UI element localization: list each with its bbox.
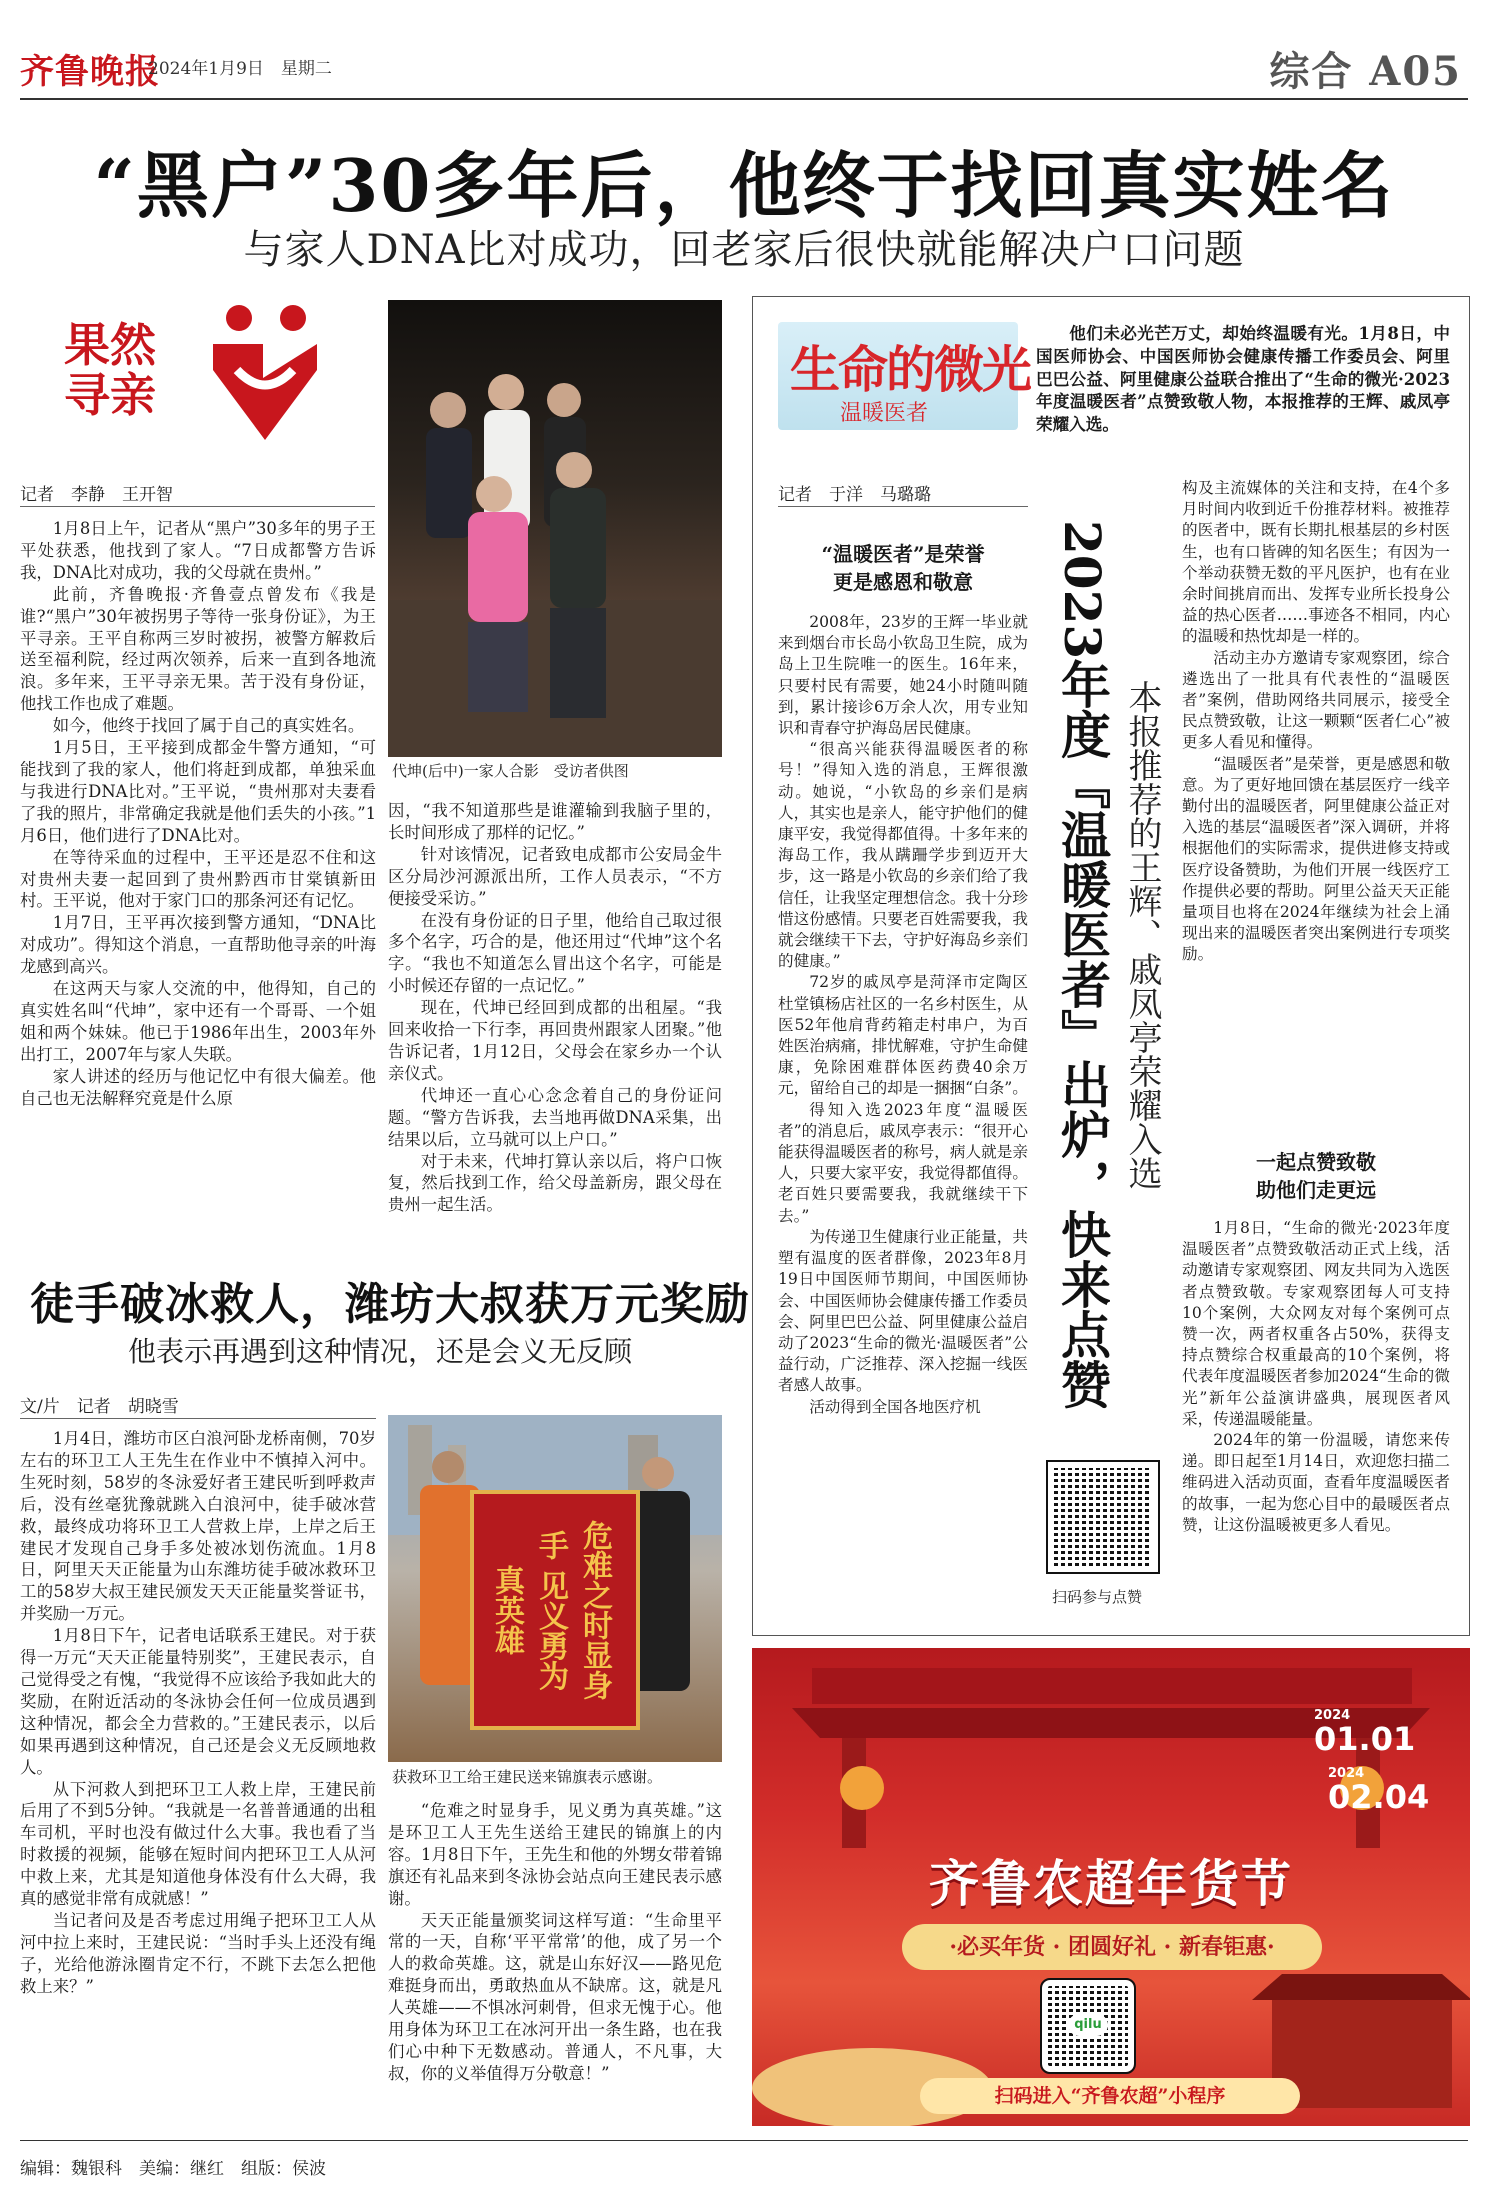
article-1-col-1: 1月8日上午，记者从“黑户”30多年的男子王平处获悉，他找到了家人。“7日成都警方告诉我，DNA比对成功，我的父母就在贵州。” 此前，齐鲁晚报·齐鲁壹点曾发布《我是谁?“黑户”30年被拐男子等待一张身份证》，为王平寻亲。王平自称两三岁时被拐，被警方解救后送至福利院，经过两次领养，后来一直到各地流浪。多年来，王平寻亲无果。苦于没有身份证，他找工作也成了难题。 如今，他终于找回了属于自己的真实姓名。 1月5日，王平接到成都金牛警方通知，“可能找到了我的家人，他们将赶到成都，单独采血与我进行DNA比对。”王平说，“贵州那对夫妻看了我的照片，非常确定我就是他们丢失的小孩。”1月6日，他们进行了DNA比对。 在等待采血的过程中，王平还是忍不住和这对贵州夫妻一起回到了贵州黔西市甘棠镇新田村。王平说，他对于家门口的那条河还有记忆。 1月7日，王平再次接到警方通知，“DNA比对成功”。得知这个消息，一直帮助他寻亲的叶海龙感到高兴。 在这两天与家人交流的中，他得知，自己的真实姓名叫“代坤”，家中还有一个哥哥、一个姐姐和两个妹妹。他已于1986年出生，2003年外出打工，2007年与家人失联。 家人讲述的经历与他记忆中有很大偏差。他自己也无法解释究竟是什么原 <box>20 519 376 1108</box>
headline-1: “黑户”30多年后，他终于找回真实姓名 <box>93 143 1395 228</box>
issue-date: 2024年1月9日 星期二 <box>148 59 332 79</box>
subheadline-1: 与家人DNA比对成功，回老家后很快就能解决户口问题 <box>243 227 1245 273</box>
ad-slogan: ·必买年货 · 团圆好礼 · 新春钜惠· <box>902 1924 1322 1970</box>
column-brand <box>64 320 156 420</box>
article-2-col-2: “危难之时显身手，见义勇为真英雄。”这是环卫工人王先生送给王建民的锦旗上的内容。1月8日下午，王先生和他的外甥女带着锦旗还有礼品来到冬泳协会站点向王建民表示感谢。 天天正能量颁奖词这样写道：“生命里平常的一天，自称‘平平常常’的他，成了另一个人的救命英雄。这，就是山东好汉——路见危难挺身而出，勇敢热血从不缺席。这，就是凡人英雄——不惧冰河刺骨，但求无愧于心。他用身体为环卫工在冰河开出一条生路，也在我们心中种下无数感动。普通人，不凡事，大叔，你的义举值得万分敬意！” <box>388 1801 722 2083</box>
byline-2: 文/片 记者 胡晓雪 <box>20 1397 179 1417</box>
ad-title: 齐鲁农超年货节 <box>929 1855 1293 1913</box>
subhead-3a: “温暖医者”是荣誉 更是感恩和敬意 <box>821 542 985 594</box>
photo-caption-1: 代坤(后中)一家人合影 受访者供图 <box>392 762 629 780</box>
heart-logo-icon <box>205 300 325 450</box>
campaign-logo-sub: 温暖医者 <box>840 401 929 426</box>
ad-date-2: 02.04 <box>1328 1778 1430 1816</box>
editor-credits: 编辑：魏银科 美编：继红 组版：侯波 <box>20 2159 326 2179</box>
ad-cta[interactable]: 扫码进入“齐鲁农超”小程序 <box>920 2078 1300 2114</box>
byline-3: 记者 于洋 马璐璐 <box>778 485 931 505</box>
headline-2: 徒手破冰救人，潍坊大叔获万元奖励 <box>30 1279 750 1330</box>
section-label: 综合 A05 <box>1269 48 1462 95</box>
ad-qr-logo: qilu <box>1068 2014 1108 2036</box>
campaign-logo: 生命的微光 <box>790 341 1030 399</box>
article-1-col-2: 因，“我不知道那些是谁灌输到我脑子里的，长时间形成了那样的记忆。” 针对该情况，记者致电成都市公安局金牛区分局沙河源派出所，工作人员表示，“不方便接受采访。” 在没有身份证的日子里，他给自己取过很多个名字，巧合的是，他还用过“代坤”这个名字。“我也不知道怎么冒出这个名字，可能是小时候还存留的一点记忆。” 现在，代坤已经回到成都的出租屋。“我回来收拾一下行李，再回贵州跟家人团聚。”他告诉记者，1月12日，父母会在家乡办一个认亲仪式。 代坤还一直心心念念着自己的身份证问题。“警方告诉我，去当地再做DNA采集，出结果以后，立马就可以上户口。” 对于未来，代坤打算认亲以后，将户口恢复，然后找到工作，给父母盖新房，跟父母在贵州一起生活。 <box>388 801 722 1215</box>
vertical-headline: 2023年度『温暖医者』出炉，快来点赞 <box>1053 520 1112 1410</box>
byline-rule-2 <box>20 1418 376 1419</box>
vertical-subheadline: 本报推荐的王辉、戚凤亭荣耀入选 <box>1122 680 1162 1190</box>
family-photo <box>388 300 722 757</box>
qr-caption: 扫码参与点赞 <box>1052 1588 1143 1606</box>
byline-rule <box>20 506 375 507</box>
article-3-col-2: 构及主流媒体的关注和支持，在4个多月时间内收到近千份推荐材料。被推荐的医者中，既有长期扎根基层的乡村医生，也有口皆碑的知名医生；有因为一个举动获赞无数的平凡医护，也有在业余时间挑肩而出、发挥专业所长投身公益的热心医者……事迹各不相同，内心的温暖和热忱却是一样的。 活动主办方邀请专家观察团，综合遴选出了一批具有代表性的“温暖医者”案例，借助网络共同展示，接受全民点赞致敬，让这一颗颗“医者仁心”被更多人看见和懂得。 “温暖医者”是荣誉，更是感恩和敬意。为了更好地回馈在基层医疗一线辛勤付出的温暖医者，阿里健康公益正对入选的基层“温暖医者”深入调研，并将根据他们的实际需求，提供进修支持或医疗设备赞助，为他们开展一线医疗工作提供必要的帮助。阿里公益天天正能量项目也将在2024年继续为社会上涌现出来的温暖医者突出案例进行专项奖励。 <box>1182 479 1450 964</box>
banner-line-2: 见义勇为真英雄 <box>489 1565 568 1691</box>
silk-banner <box>470 1490 640 1730</box>
byline-1: 记者 李静 王开智 <box>20 485 173 505</box>
festival-advertisement[interactable] <box>752 1648 1470 2126</box>
brand-line-1: 果然 <box>64 318 156 372</box>
article-2-col-1: 1月4日，潍坊市区白浪河卧龙桥南侧，70岁左右的环卫工人王先生在作业中不慎掉入河中。生死时刻，58岁的冬泳爱好者王建民听到呼救声后，没有丝毫犹豫就跳入白浪河中，徒手破冰营救，最终成功将环卫工人营救上岸，上岸之后王建民才发现自己身手多处被冰划伤流血。1月8日，阿里天天正能量为山东潍坊徒手破冰救环卫工的58岁大叔王建民颁发天天正能量奖誉证书，并奖励一万元。 1月8日下午，记者电话联系王建民。对于获得一万元“天天正能量特别奖”，王建民表示，自己觉得受之有愧，“我觉得不应该给予我如此大的奖励，在附近活动的冬泳协会任何一位成员遇到这种情况，都会全力营救的。”王建民表示，以后如果再遇到这种情况，自己还是会义无反顾地救人。 从下河救人到把环卫工人救上岸，王建民前后用了不到5分钟。“我就是一名普普通通的出租车司机，平时也没有做过什么大事。我也看了当时救援的视频，能够在短时间内把环卫工人从河中救上来，尤其是知道他身体没有什么大碍，我真的感觉非常有成就感！” 当记者问及是否考虑过用绳子把环卫工人从河中拉上来时，王建民说：“当时手头上还没有绳子，光给他游泳圈肯定不行，不跳下去怎么把他救上来？” <box>20 1429 376 1996</box>
qr-code-icon[interactable] <box>1048 1462 1158 1572</box>
newspaper-logo: 齐鲁晚报 <box>20 52 160 92</box>
subheadline-2: 他表示再遇到这种情况，还是会义无反顾 <box>127 1335 632 1368</box>
article-3-col-1: 2008年，23岁的王辉一毕业就来到烟台市长岛小钦岛卫生院，成为岛上卫生院唯一的医生。16年来，只要村民有需要，她24小时随叫随到，累计接诊6万余人次，用专业知识和青春守护海岛居民健康。 “很高兴能获得温暖医者的称号！”得知入选的消息，王辉很激动。她说，“小钦岛的乡亲们是病人，其实也是亲人，能守护他们的健康平安，我觉得都值得。十多年来的海岛工作，我从蹒跚学步到迈开大步，这一路是小钦岛的乡亲们给了我信任，让我坚定理想信念。我十分珍惜这份感情。只要老百姓需要我，我就会继续干下去，守护好海岛乡亲们的健康。” 72岁的戚凤亭是菏泽市定陶区杜堂镇杨店社区的一名乡村医生，从医52年他肩背药箱走村串户，为百姓医治病痛，排忧解难，守护生命健康，免除困难群体医药费40余万元，留给自己的却是一捆捆“白条”。 得知入选2023年度“温暖医者”的消息后，戚凤亭表示：“很开心能获得温暖医者的称号，病人就是亲人，只要大家平安，我觉得都值得。老百姓只要需要我，我就继续干下去。” 为传递卫生健康行业正能量，共塑有温度的医者群像，2023年8月19日中国医师节期间，中国医师协会、中国医师协会健康传播工作委员会、阿里巴巴公益、阿里健康公益启动了2023“生命的微光·温暖医者”公益行动，广泛推荐、深入挖掘一线医者感人故事。 活动得到全国各地医疗机 <box>778 613 1028 1416</box>
header-rule <box>20 98 1468 100</box>
ad-year-1: 2024 <box>1314 1708 1351 1723</box>
subhead-3b: 一起点赞致敬 助他们走更远 <box>1256 1150 1376 1202</box>
footer-rule <box>20 2140 1468 2141</box>
article-3-col-3: 1月8日，“生命的微光·2023年度温暖医者”点赞致敬活动正式上线，活动邀请专家观察团、网友共同为入选医者点赞致敬。专家观察团每人可支持10个案例，大众网友对每个案例可点赞一次，两者权重各占50%，获得支持点赞综合权重最高的10个案例，将代表年度温暖医者参加2024“生命的微光”新年公益演讲盛典，展现医者风采，传递温暖能量。 2024年的第一份温暖，请您来传递。即日起至1月14日，欢迎您扫描二维码进入活动页面，查看年度温暖医者的故事，一起为您心目中的最暖医者点赞，让这份温暖被更多人看见。 <box>1182 1219 1450 1534</box>
article-3-intro: 他们未必光芒万丈，却始终温暖有光。1月8日，中国医师协会、中国医师协会健康传播工作委员会、阿里巴巴公益、阿里健康公益联合推出了“生命的微光·2023年度温暖医者”点赞致敬人物，本报推荐的王辉、戚凤亭荣耀入选。 <box>1036 323 1450 435</box>
banner-line-1: 危难之时显身手 <box>533 1520 612 1700</box>
ad-date-1: 01.01 <box>1314 1720 1416 1758</box>
ad-year-2: 2024 <box>1328 1766 1365 1781</box>
photo-caption-2: 获救环卫工给王建民送来锦旗表示感谢。 <box>392 1768 663 1786</box>
byline-rule-3 <box>778 506 1028 507</box>
brand-line-2: 寻亲 <box>64 368 156 422</box>
